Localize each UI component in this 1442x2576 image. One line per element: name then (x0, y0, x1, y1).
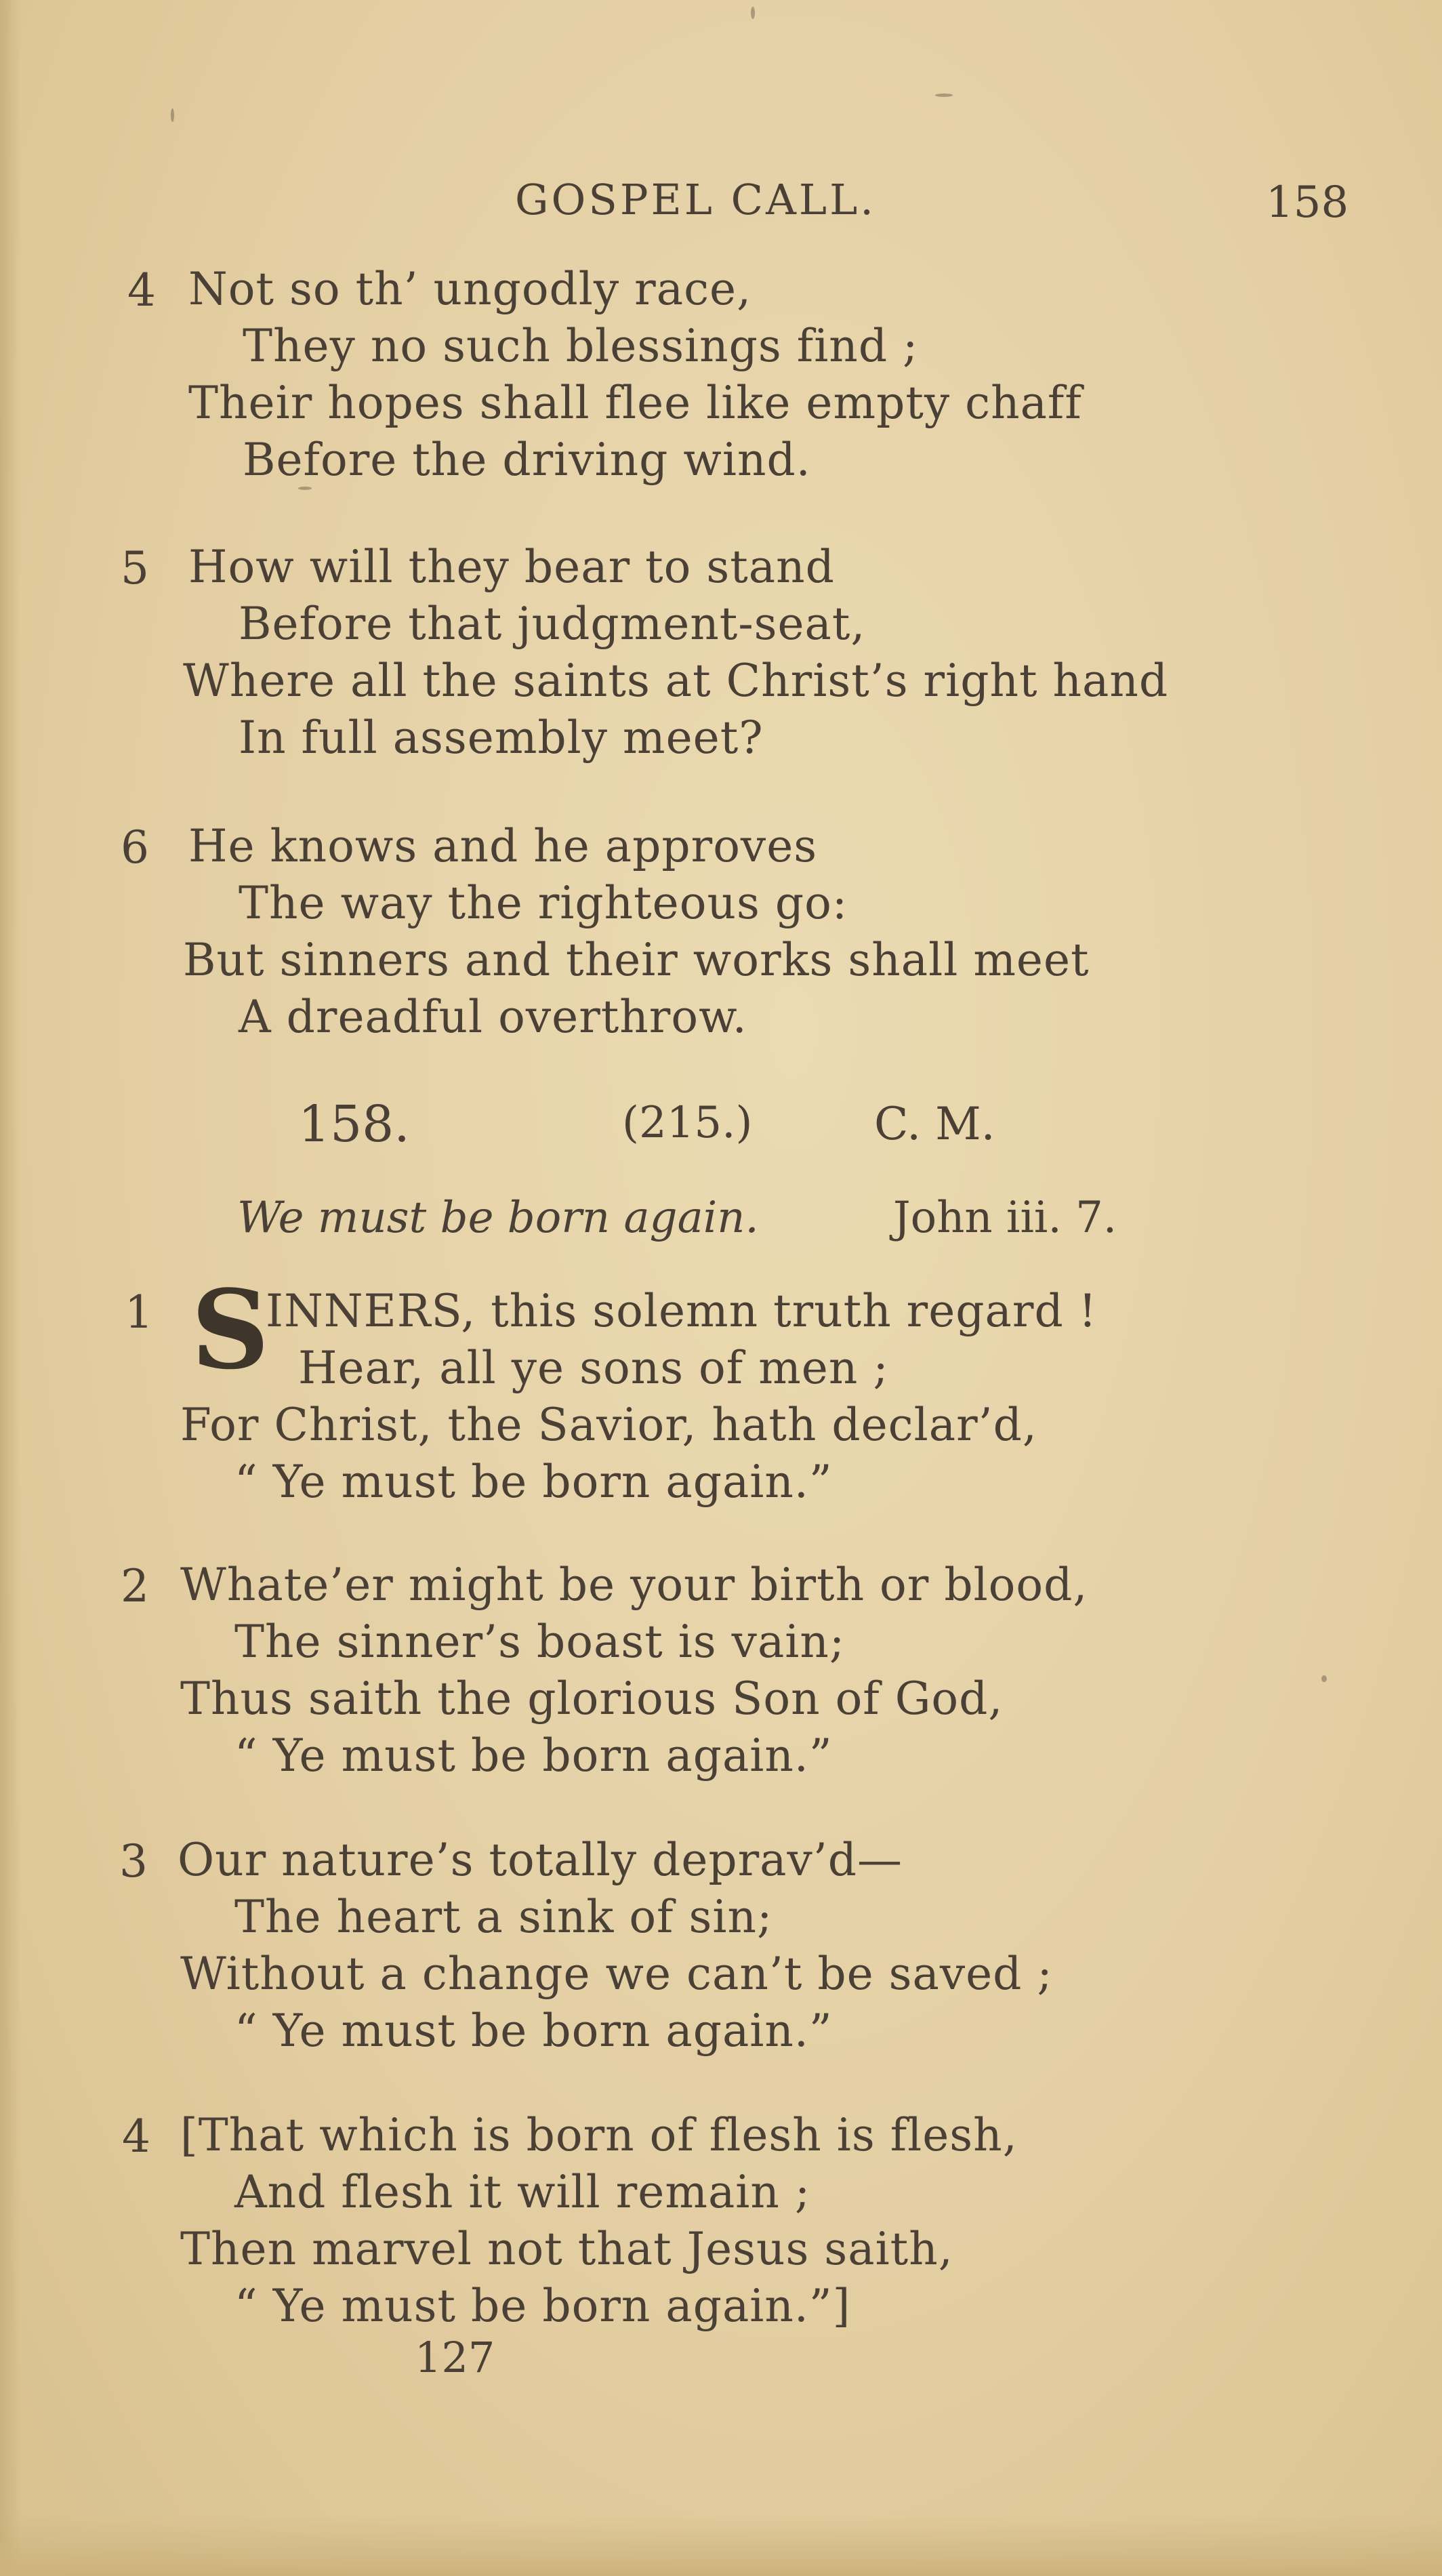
signature-number: 127 (415, 2333, 495, 2382)
verse-line: Hear, all ye sons of men ; (298, 1342, 889, 1394)
verse-line: Our nature’s totally deprav’d— (178, 1834, 903, 1886)
page-edge-shadow (0, 0, 20, 2576)
verse-line: But sinners and their works shall meet (183, 934, 1090, 986)
page-bottom-shadow (0, 2515, 1442, 2576)
verse-line: Where all the saints at Christ’s right hand (183, 655, 1169, 707)
verse-line: He knows and he approves (188, 820, 818, 872)
verse-line: And flesh it will remain ; (234, 2166, 811, 2218)
verse-line: INNERS, this solemn truth regard ! (266, 1285, 1098, 1337)
verse-line: The way the righteous go: (239, 877, 848, 929)
hymn-number: 158. (298, 1095, 410, 1153)
verse-line: Not so th’ ungodly race, (188, 263, 752, 315)
scripture-reference: John iii. 7. (893, 1193, 1117, 1243)
stanza-number: 3 (119, 1835, 148, 1887)
verse-line: Whate’er might be your birth or blood, (180, 1559, 1088, 1611)
verse-line: Before the driving wind. (243, 434, 811, 486)
stanza-number: 2 (121, 1560, 149, 1612)
verse-line: “ Ye must be born again.” (234, 1730, 833, 1782)
hymn-subtitle: We must be born again. (237, 1193, 759, 1243)
verse-line: How will they bear to stand (188, 541, 835, 593)
verse-line: Then marvel not that Jesus saith, (180, 2223, 953, 2275)
verse-line: Without a change we can’t be saved ; (180, 1948, 1053, 2000)
verse-line: “ Ye must be born again.” (234, 2005, 833, 2057)
page-number: 158 (1266, 178, 1349, 228)
verse-line: They no such blessings find ; (243, 320, 919, 372)
paper-speck (171, 108, 174, 122)
running-title: GOSPEL CALL. (515, 175, 876, 224)
verse-line: Their hopes shall flee like empty chaff (188, 377, 1082, 429)
verse-line: “ Ye must be born again.” (234, 1456, 833, 1508)
verse-line: Thus saith the glorious Son of God, (180, 1673, 1004, 1725)
verse-line: The sinner’s boast is vain; (234, 1616, 846, 1668)
verse-line: For Christ, the Savior, hath declar’d, (180, 1399, 1037, 1451)
verse-line: In full assembly meet? (239, 712, 764, 764)
stanza-number: 1 (125, 1286, 153, 1338)
verse-line: “ Ye must be born again.”] (234, 2280, 851, 2332)
drop-cap: S (191, 1266, 270, 1393)
stanza-number: 5 (121, 542, 149, 594)
verse-line: Before that judgment-seat, (239, 598, 866, 650)
hymn-alt-number: (215.) (622, 1098, 753, 1148)
stanza-number: 6 (121, 821, 149, 874)
paper-speck (751, 7, 755, 19)
verse-line: A dreadful overthrow. (239, 991, 747, 1043)
verse-line: [That which is born of flesh is flesh, (180, 2109, 1018, 2161)
paper-speck (298, 487, 312, 490)
hymn-meter: C. M. (874, 1098, 995, 1150)
paper-speck (935, 94, 953, 97)
paper-speck (1321, 1675, 1327, 1682)
verse-line: The heart a sink of sin; (234, 1891, 773, 1943)
stanza-number: 4 (127, 264, 156, 316)
stanza-number: 4 (122, 2110, 150, 2163)
